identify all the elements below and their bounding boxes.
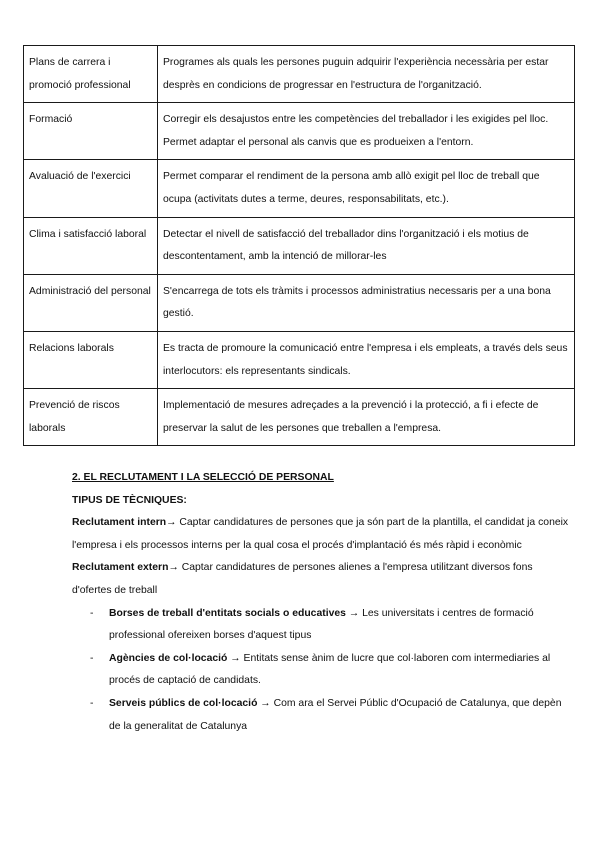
table-row	[24, 46, 575, 103]
source-term: Borses de treball d'entitats socials o educatives	[109, 607, 346, 619]
area-cell: Formació	[24, 103, 158, 160]
list-dash: -	[90, 607, 94, 619]
table-row	[24, 160, 575, 217]
recruitment-sources-list	[72, 603, 572, 739]
table-row	[24, 389, 575, 446]
description-cell: Detectar el nivell de satisfacció del treballador dins l'organització i els motius de descontentament, amb la intenció de millorar-les	[158, 217, 575, 274]
table-row	[24, 331, 575, 388]
list-item	[72, 693, 572, 738]
source-term: Serveis públics de col·locació	[109, 697, 258, 709]
list-dash: -	[90, 697, 94, 709]
area-cell: Avaluació de l'exercici	[24, 160, 158, 217]
internal-recruitment-term: Reclutament intern	[72, 517, 167, 529]
source-text: → Les universitats i centres de formació professional ofereixen borses d'aquest tipus	[109, 607, 534, 642]
area-cell: Relacions laborals	[24, 331, 158, 388]
description-cell: Corregir els desajustos entre les competències del treballador i les exigides pel lloc. Permet adaptar el personal als canvis que es produeixen a l'entorn.	[158, 103, 575, 160]
source-text: → Com ara el Servei Públic d'Ocupació de Catalunya, que depèn de la generalitat de Catalunya	[109, 697, 562, 732]
list-item	[72, 648, 572, 693]
external-recruitment-term: Reclutament extern	[72, 562, 169, 574]
description-cell: Implementació de mesures adreçades a la prevenció i la protecció, a fi i efecte de preservar la salut de les persones que treballen a l'empresa.	[158, 389, 575, 446]
area-cell: Administració del personal	[24, 274, 158, 331]
table-row	[24, 103, 575, 160]
description-cell: Es tracta de promoure la comunicació entre l'empresa i els empleats, a través dels seus interlocutors: els representants sindicals.	[158, 331, 575, 388]
internal-recruitment-text: → Captar candidatures de persones que ja són part de la plantilla, el candidat ja coneix l'empresa i els processos interns per la qual cosa el procés d'implantació és més ràpid i econòmic	[72, 517, 569, 551]
source-text: → Entitats sense ànim de lucre que col·laboren com intermediaries al procés de captació de candidats.	[109, 652, 551, 687]
internal-recruitment-paragraph	[72, 512, 572, 557]
external-recruitment-text: → Captar candidatures de persones alienes a l'empresa utilitzant diversos fons d'ofertes de treball	[72, 562, 533, 596]
hr-functions-table	[23, 45, 575, 446]
external-recruitment-paragraph	[72, 557, 572, 602]
list-item	[72, 603, 572, 648]
area-cell: Prevenció de riscos laborals	[24, 389, 158, 446]
area-cell: Plans de carrera i promoció professional	[24, 46, 158, 103]
area-cell: Clima i satisfacció laboral	[24, 217, 158, 274]
recruitment-section	[72, 467, 572, 738]
section-title: 2. EL RECLUTAMENT I LA SELECCIÓ DE PERSONAL	[72, 472, 334, 483]
description-cell: S'encarrega de tots els tràmits i processos administratius necessaris per a una bona gestió.	[158, 274, 575, 331]
description-cell: Programes als quals les persones puguin adquirir l'experiència necessària per estar desprès en condicions de progressar en l'estructura de l'organització.	[158, 46, 575, 103]
source-term: Agències de col·locació	[109, 652, 228, 664]
table-row	[24, 217, 575, 274]
list-dash: -	[90, 652, 94, 664]
section-subtitle: TIPUS DE TÈCNIQUES:	[72, 494, 187, 506]
table-row	[24, 274, 575, 331]
description-cell: Permet comparar el rendiment de la persona amb allò exigit pel lloc de treball que ocupa (activitats dutes a terme, deures, responsabilitats, etc.).	[158, 160, 575, 217]
